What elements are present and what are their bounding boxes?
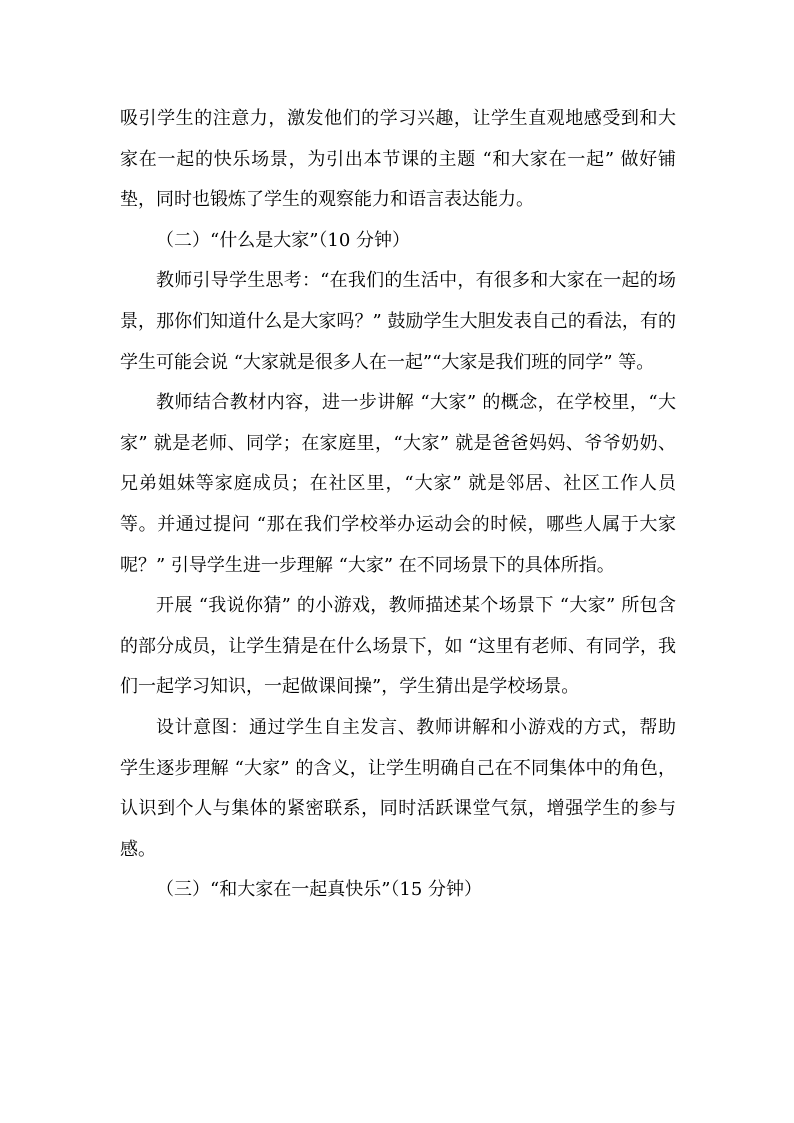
document-body [120, 99, 676, 911]
paragraph-design-intent: 设计意图：通过学生自主发言、教师讲解和小游戏的方式，帮助学生逐步理解 “大家” 的含义，让学生明确自己在不同集体中的角色，认识到个人与集体的紧密联系，同时活跃课堂气氛，增强学生的参与感。 [120, 716, 676, 860]
paragraph-teacher-guides-thinking: 教师引导学生思考：“在我们的生活中，有很多和大家在一起的场景，那你们知道什么是大家吗？” 鼓励学生大胆发表自己的看法，有的学生可能会说 “大家就是很多人在一起”“大家是我们班的同学” 等。 [120, 270, 676, 373]
section-heading-what-is-dajia: （二）“什么是大家”（10 分钟） [156, 229, 411, 251]
paragraph-teacher-explains-concept: 教师结合教材内容，进一步讲解 “大家” 的概念，在学校里，“大家” 就是老师、同学；在家庭里，“大家” 就是爸爸妈妈、爷爷奶奶、兄弟姐妹等家庭成员；在社区里，“大家” 就是邻居、社区工作人员等。并通过提问 “那在我们学校举办运动会的时候，哪些人属于大家呢？” 引导学生进一步理解 “大家” 在不同场景下的具体所指。 [120, 392, 676, 576]
paragraph-guessing-game: 开展 “我说你猜” 的小游戏，教师描述某个场景下 “大家” 所包含的部分成员，让学生猜是在什么场景下，如 “这里有老师、有同学，我们一起学习知识，一起做课间操”，学生猜出是学校场景。 [120, 595, 676, 698]
section-heading-happy-together: （三）“和大家在一起真快乐”（15 分钟） [156, 879, 483, 901]
paragraph-intro-continuation: 吸引学生的注意力，激发他们的学习兴趣，让学生直观地感受到和大家在一起的快乐场景，为引出本节课的主题 “和大家在一起” 做好铺垫，同时也锻炼了学生的观察能力和语言表达能力。 [120, 108, 676, 211]
